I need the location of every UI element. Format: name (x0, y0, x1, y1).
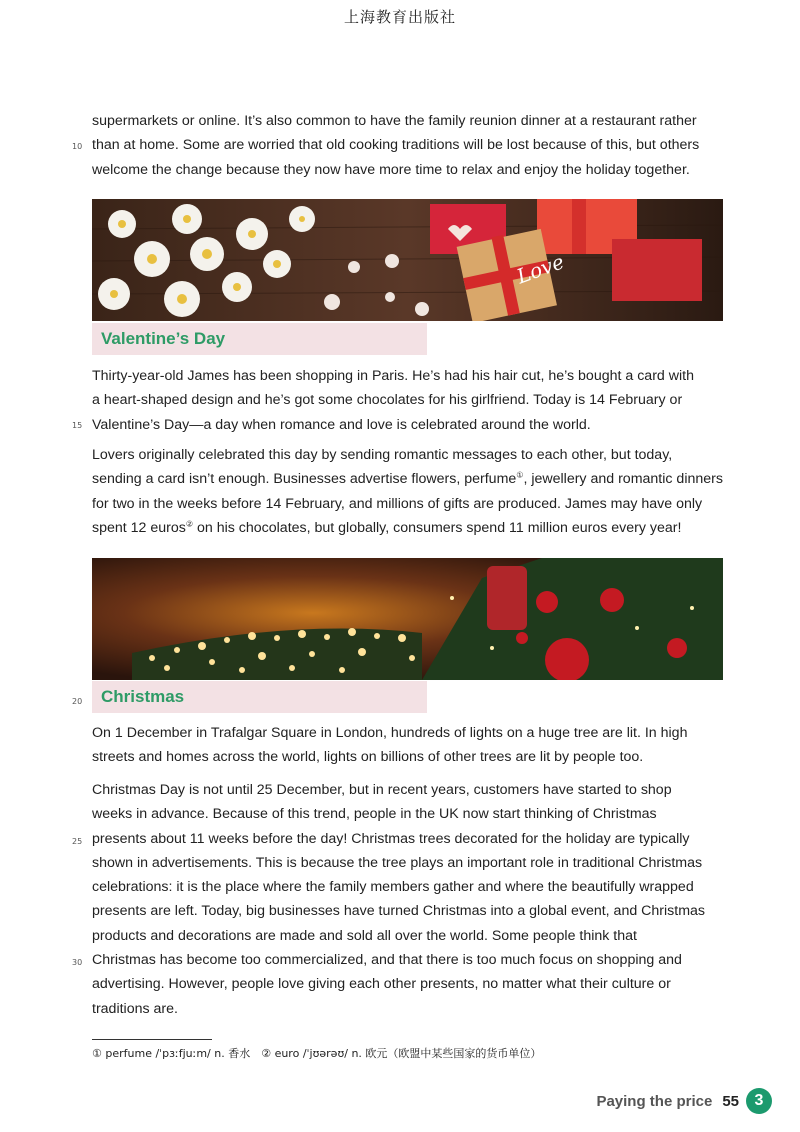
text-line: presents are left. Today, big businesses have turned Christmas into a global event, and Christmas (92, 903, 706, 920)
text-line: presents about 11 weeks before the day! Christmas trees decorated for the holiday are typically (92, 830, 690, 847)
valentine-paragraph-2 (92, 443, 752, 540)
unit-badge: 3 (746, 1088, 772, 1114)
line-number: 30 (72, 958, 83, 967)
section-heading-christmas: Christmas (92, 681, 427, 713)
text-line: Thirty-year-old James has been shopping in Paris. He’s had his hair cut, he’s bought a card with (92, 368, 694, 384)
section-heading-valentines-day: Valentine’s Day (92, 323, 427, 355)
text-line: for two in the weeks before 14 February, and millions of gifts are produced. James may have only (92, 495, 703, 512)
christmas-paragraph-1 (92, 721, 752, 770)
text-line: sending a card isn’t enough. Businesses advertise flowers, perfume①, jewellery and romantic dinners (92, 470, 723, 488)
page-footer (596, 1088, 772, 1114)
text-line: a heart-shaped design and he’s got some chocolates for his girlfriend. Today is 14 February or (92, 392, 683, 409)
text-line: On 1 December in Trafalgar Square in London, hundreds of lights on a huge tree are lit. In high (92, 725, 688, 741)
text-line: traditions are. (92, 1000, 178, 1017)
text-line: Valentine’s Day—a day when romance and love is celebrated around the world. (92, 416, 591, 433)
footnote-divider (92, 1039, 212, 1040)
text-line: than at home. Some are worried that old cooking traditions will be lost because of this, but others (92, 137, 700, 154)
text-line: Christmas Day is not until 25 December, but in recent years, customers have started to shop (92, 782, 672, 798)
love-label: Love (513, 249, 568, 289)
page-number: 55 (722, 1092, 739, 1110)
line-number: 15 (72, 421, 83, 430)
text-line: celebrations: it is the place where the family members gather and where the beautifully wrapped (92, 879, 694, 896)
unit-title: Paying the price (596, 1092, 713, 1110)
valentine-photo (92, 199, 723, 321)
footnote-mark: ② (185, 519, 194, 529)
footnote-mark: ① (516, 470, 524, 480)
text-line: streets and homes across the world, lights on billions of other trees are lit by people too. (92, 749, 644, 766)
christmas-paragraph-2 (92, 778, 752, 1021)
footnote: ① perfume /ˈpɜːfjuːm/ n. 香水 ② euro /ˈjʊərəʊ/ n. 欧元（欧盟中某些国家的货币单位） (92, 1047, 542, 1060)
text-line: Christmas has become too commercialized, and that there is too much focus on shopping and (92, 952, 682, 969)
intro-paragraph (92, 109, 752, 182)
text-line: advertising. However, people love giving each other presents, no matter what their culture or (92, 976, 671, 993)
text-line: shown in advertisements. This is because the tree plays an important role in traditional Christmas (92, 854, 703, 871)
text-line: weeks in advance. Because of this trend, people in the UK now start thinking of Christmas (92, 806, 657, 823)
publisher-name: 上海教育出版社 (343, 8, 456, 26)
christmas-photo (92, 558, 723, 680)
line-number: 25 (72, 837, 83, 846)
text-line: spent 12 euros② on his chocolates, but globally, consumers spend 11 million euros every year! (92, 519, 682, 536)
text-line: products and decorations are made and sold all over the world. Some people think that (92, 927, 637, 944)
line-number: 20 (72, 697, 83, 706)
text-line: Lovers originally celebrated this day by sending romantic messages to each other, but today, (92, 447, 673, 463)
text-line: supermarkets or online. It’s also common to have the family reunion dinner at a restaurant rather (92, 113, 697, 129)
line-number: 10 (72, 142, 83, 151)
text-line: welcome the change because they now have more time to relax and enjoy the holiday together. (92, 161, 690, 178)
valentine-paragraph-1 (92, 364, 752, 437)
